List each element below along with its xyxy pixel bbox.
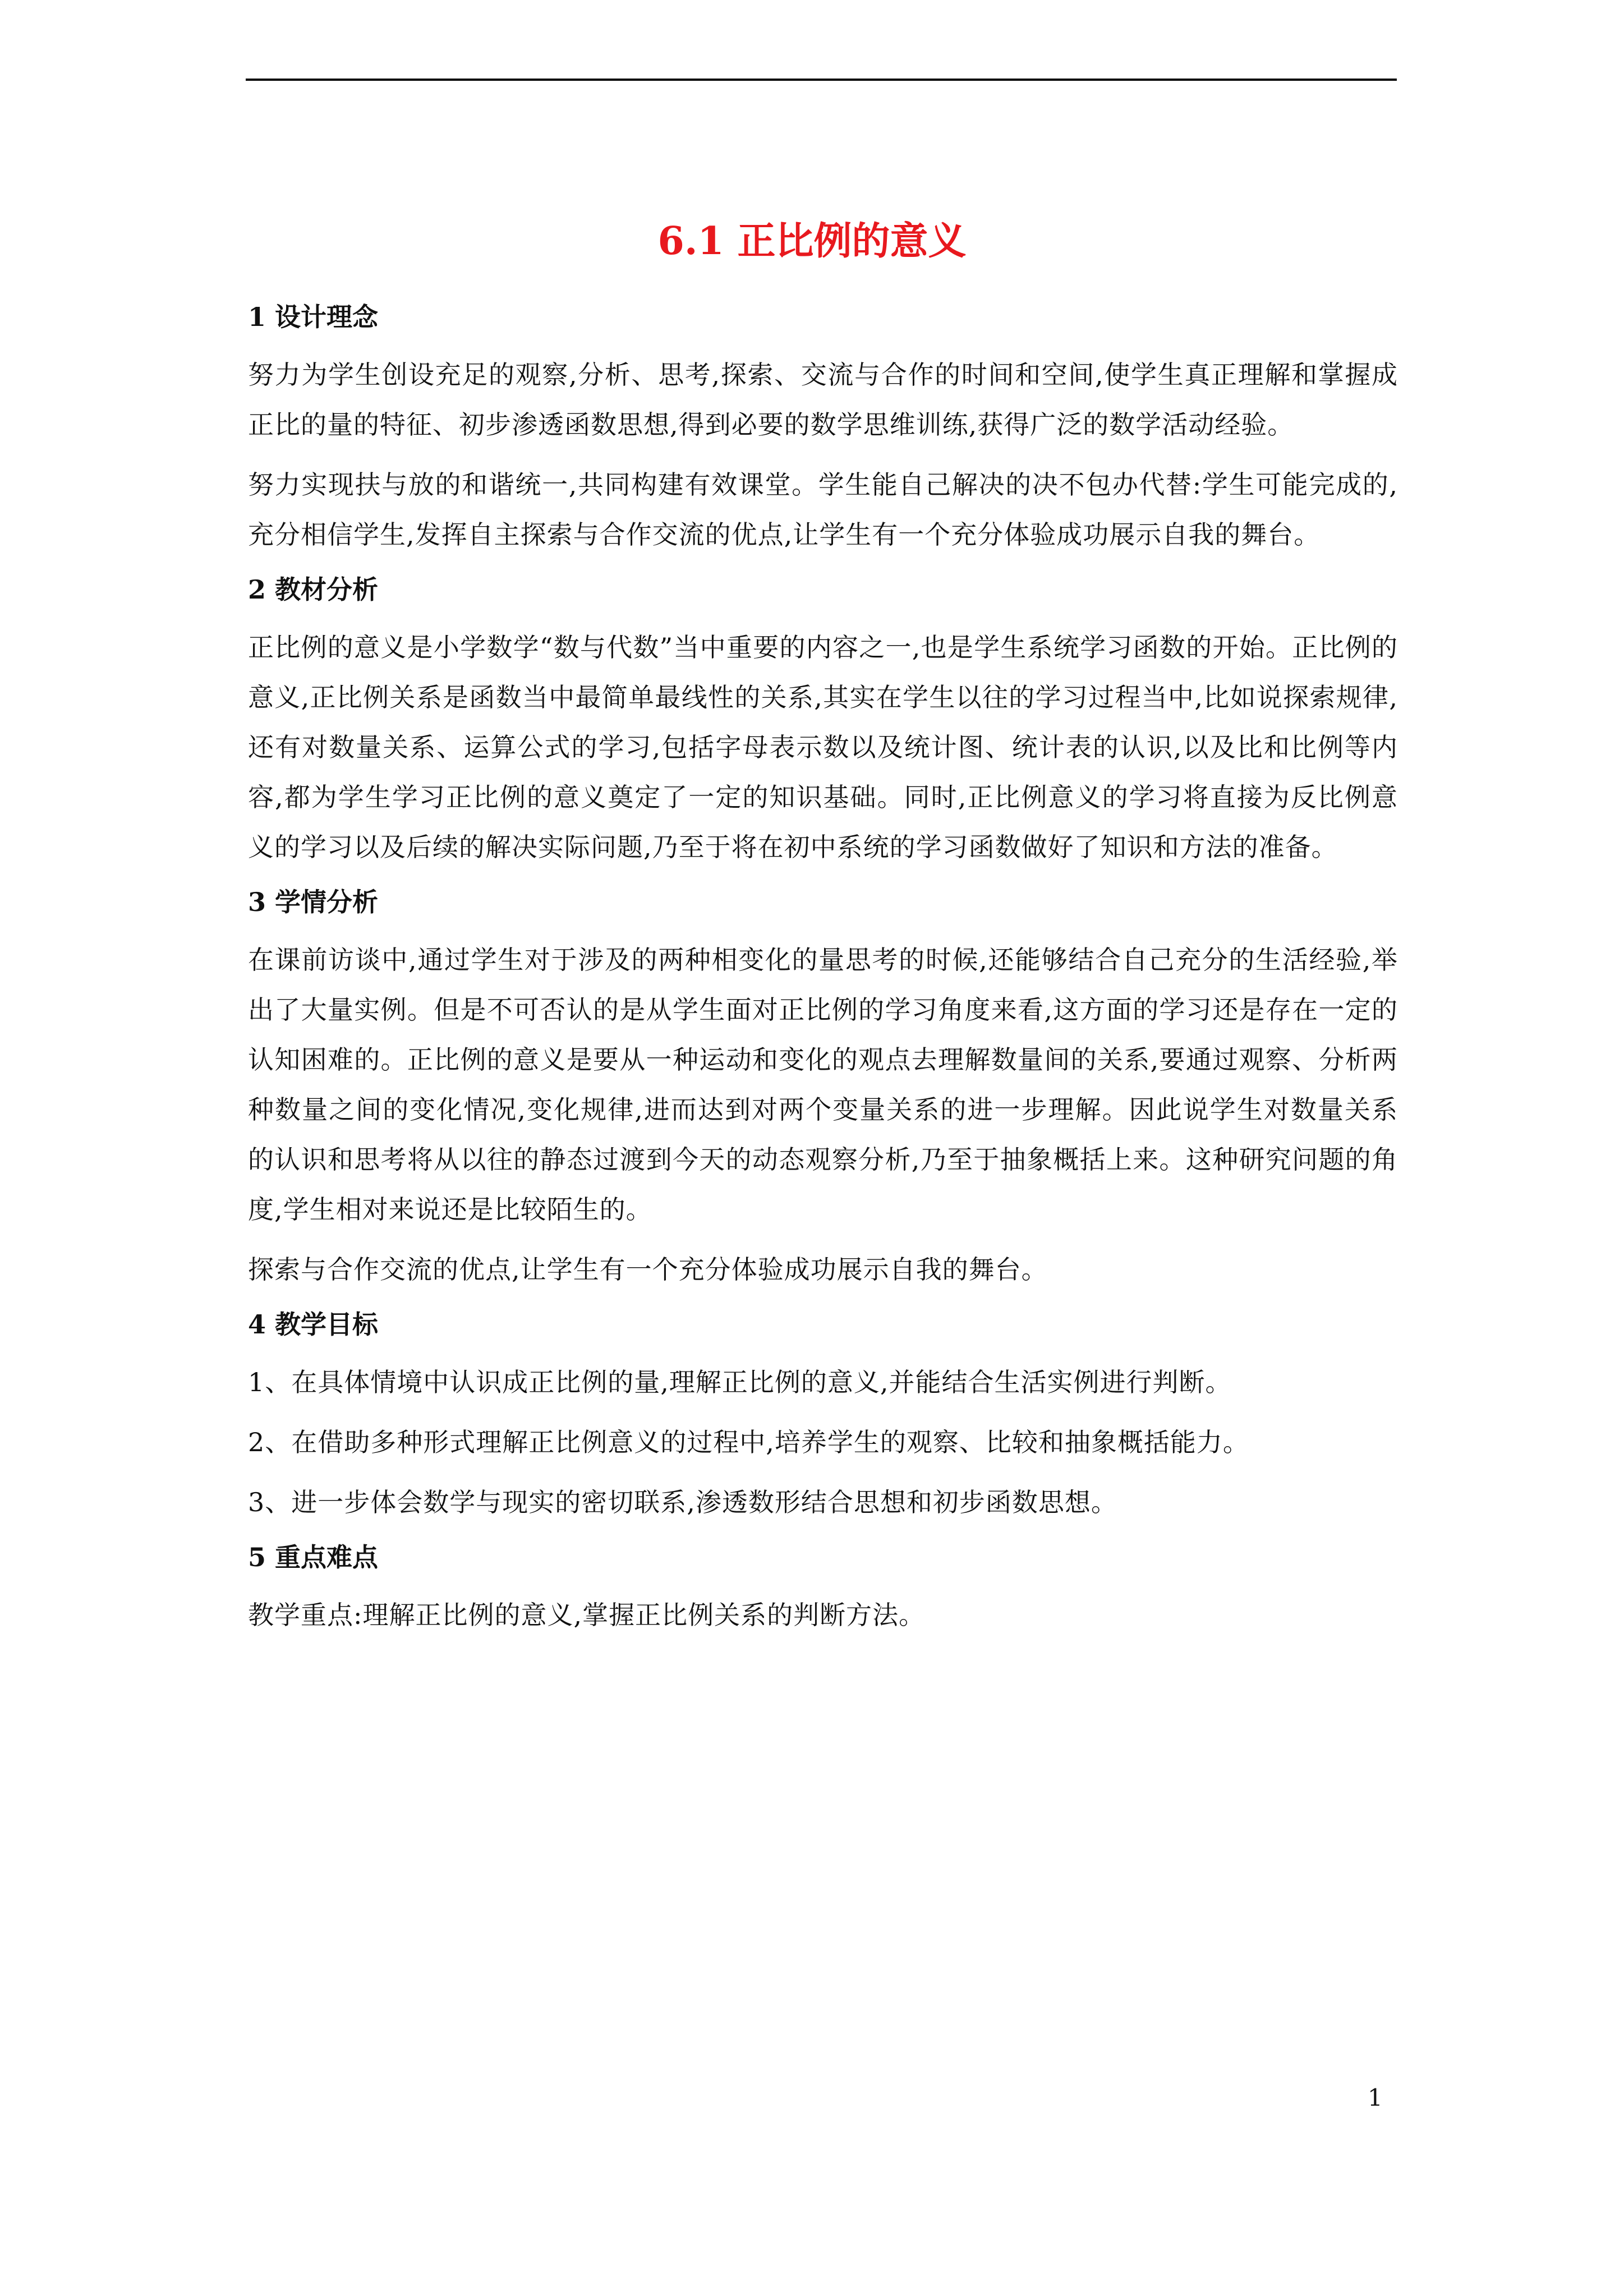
section-textbook-analysis <box>248 570 1398 872</box>
section-heading: 4 教学目标 <box>248 1309 379 1340</box>
page-title: 6.1 正比例的意义 <box>657 219 967 264</box>
section-heading: 2 教材分析 <box>248 574 379 605</box>
section-student-analysis <box>248 882 1398 1295</box>
header-rule <box>246 79 1397 81</box>
section-heading: 5 重点难点 <box>248 1542 379 1572</box>
section-heading: 3 学情分析 <box>248 887 379 917</box>
section-heading: 1 设计理念 <box>248 302 379 332</box>
paragraph: 努力为学生创设充足的观察,分析、思考,探索、交流与合作的时间和空间,使学生真正理解和掌握成正比的量的特征、初步渗透函数思想,得到必要的数学思维训练,获得广泛的数学活动经验。 <box>248 360 1398 440</box>
paragraph: 教学重点:理解正比例的意义,掌握正比例关系的判断方法。 <box>248 1600 926 1630</box>
paragraph: 在课前访谈中,通过学生对于涉及的两种相变化的量思考的时候,还能够结合自己充分的生活经验,举出了大量实例。但是不可否认的是从学生面对正比例的学习角度来看,这方面的学习还是存在一定的认知困难的。正比例的意义是要从一种运动和变化的观点去理解数量间的关系,要通过观察、分析两种数量之间的变化情况,变化规律,进而达到对两个变量关系的进一步理解。因此说学生对数量关系的认识和思考将从以往的静态过渡到今天的动态观察分析,乃至于抽象概括上来。这种研究问题的角度,学生相对来说还是比较陌生的。 <box>248 945 1398 1225</box>
section-design-concept <box>248 297 1398 560</box>
section-teaching-goals <box>248 1305 1398 1527</box>
page-number: 1 <box>1368 2084 1383 2111</box>
paragraph: 探索与合作交流的优点,让学生有一个充分体验成功展示自我的舞台。 <box>248 1254 1048 1285</box>
paragraph: 正比例的意义是小学数学“数与代数”当中重要的内容之一,也是学生系统学习函数的开始。正比例的意义,正比例关系是函数当中最简单最线性的关系,其实在学生以往的学习过程当中,比如说探索规律,还有对数量关系、运算公式的学习,包括字母表示数以及统计图、统计表的认识,以及比和比例等内容,都为学生学习正比例的意义奠定了一定的知识基础。同时,正比例意义的学习将直接为反比例意义的学习以及后续的解决实际问题,乃至于将在初中系统的学习函数做好了知识和方法的准备。 <box>248 632 1398 862</box>
list-item: 3、进一步体会数学与现实的密切联系,渗透数形结合思想和初步函数思想。 <box>248 1487 1117 1517</box>
section-key-difficulties <box>248 1538 1398 1640</box>
list-item: 1、在具体情境中认识成正比例的量,理解正比例的意义,并能结合生活实例进行判断。 <box>248 1367 1232 1397</box>
paragraph: 努力实现扶与放的和谐统一,共同构建有效课堂。学生能自己解决的决不包办代替:学生可能完成的,充分相信学生,发挥自主探索与合作交流的优点,让学生有一个充分体验成功展示自我的舞台。 <box>248 470 1398 550</box>
document-body <box>248 297 1398 1650</box>
list-item: 2、在借助多种形式理解正比例意义的过程中,培养学生的观察、比较和抽象概括能力。 <box>248 1427 1249 1457</box>
